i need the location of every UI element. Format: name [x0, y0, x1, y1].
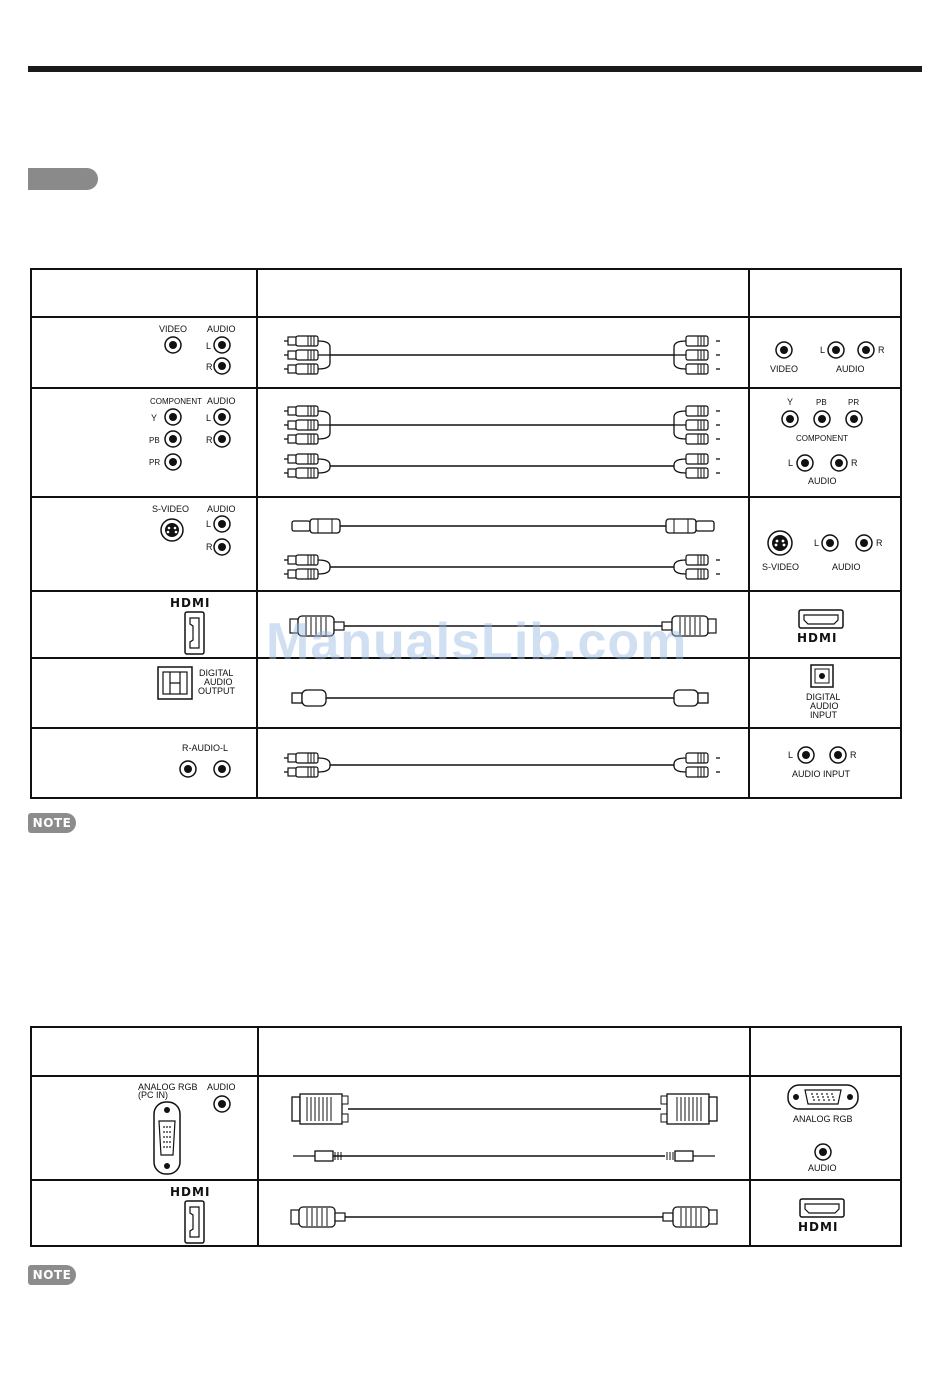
- svg-text:OUTPUT: OUTPUT: [198, 686, 235, 696]
- analog-audio-cable-cell: [257, 728, 749, 798]
- svg-text:PR: PR: [149, 458, 161, 467]
- svg-text:R-AUDIO-L: R-AUDIO-L: [182, 743, 229, 753]
- table-header-row: [31, 269, 901, 317]
- pr-jack-icon: [165, 454, 181, 470]
- svideo-cable-cell: [257, 497, 749, 591]
- svideo-jack-icon: [161, 519, 183, 541]
- svg-text:L: L: [814, 538, 820, 548]
- tv-component-terminal: [31, 388, 257, 497]
- svg-text:R: R: [878, 345, 885, 355]
- header-cell-cable: [257, 269, 749, 317]
- svg-text:(PC IN): (PC IN): [138, 1090, 168, 1100]
- svg-text:R: R: [851, 458, 858, 468]
- svg-text:L: L: [820, 345, 826, 355]
- audio-l-jack-icon: [214, 516, 230, 532]
- tv-pc-hdmi-terminal: [31, 1180, 258, 1246]
- device-pc-terminal: [750, 1076, 901, 1180]
- table-row-pc-hdmi: [31, 1180, 901, 1246]
- note-badge-2: NOTE: [28, 1265, 76, 1285]
- tv-hdmi-terminal: [31, 591, 257, 658]
- watermark: ManualsLib.com: [266, 613, 688, 671]
- audio-jack-label: AUDIO: [207, 324, 236, 334]
- composite-cable-cell: [257, 317, 749, 388]
- y-jack-icon: [165, 409, 181, 425]
- table-row-component: [31, 388, 901, 497]
- svg-text:AUDIO: AUDIO: [207, 504, 236, 514]
- optical-in-port-icon: [811, 665, 833, 687]
- svg-text:COMPONENT: COMPONENT: [796, 434, 848, 443]
- tv-optical-terminal: [31, 658, 257, 728]
- svg-text:R: R: [206, 362, 213, 372]
- note-badge-1: NOTE: [28, 813, 76, 833]
- audio-l-out-jack-icon: [214, 761, 230, 777]
- device-composite-terminal: [749, 317, 901, 388]
- device-vga-port-icon: [788, 1085, 858, 1109]
- rca-cable-3-icon: [258, 318, 748, 387]
- device-hdmi-port-icon: [800, 1199, 844, 1217]
- device-hdmi-terminal: [749, 591, 901, 658]
- device-video-jack-icon: [776, 342, 792, 358]
- rgb-cable-cell: [258, 1076, 750, 1180]
- hdmi-cable-cell: [257, 591, 749, 658]
- pc-hdmi-cable-cell: [258, 1180, 750, 1246]
- svg-text:PB: PB: [816, 398, 827, 407]
- svg-text:Y: Y: [787, 397, 794, 407]
- hdmi-port-icon: [185, 612, 204, 654]
- device-svideo-jack-icon: [768, 531, 792, 555]
- svg-text:ANALOG RGB: ANALOG RGB: [138, 1082, 198, 1092]
- audio-r-jack-icon: [214, 539, 230, 555]
- audio-r-jack-icon: [214, 431, 230, 447]
- svg-text:L: L: [206, 413, 212, 423]
- hdmi-port-icon: [185, 1201, 204, 1243]
- device-analog-audio-terminal: [749, 728, 901, 798]
- device-y-jack-icon: [782, 411, 798, 427]
- device-hdmi-logo: HDMI: [798, 1220, 839, 1234]
- device-hdmi-port-icon: [799, 610, 843, 628]
- device-pb-jack-icon: [814, 411, 830, 427]
- svideo-plug-icon: [292, 519, 714, 533]
- pb-jack-icon: [165, 431, 181, 447]
- device-audio-l-jack-icon: [822, 535, 838, 551]
- device-audio-r-jack-icon: [858, 342, 874, 358]
- device-component-terminal: [749, 388, 901, 497]
- svg-text:L: L: [206, 519, 212, 529]
- video-jack-label: VIDEO: [159, 324, 188, 334]
- svideo-cable-icon: [258, 498, 748, 590]
- svg-text:DIGITAL: DIGITAL: [199, 668, 234, 678]
- table-row-optical: [31, 658, 901, 728]
- tv-analog-audio-terminal: [31, 728, 257, 798]
- vga-plug-right: [661, 1094, 717, 1124]
- svg-text:AUDIO: AUDIO: [204, 677, 233, 687]
- svg-text:AUDIO: AUDIO: [207, 396, 236, 406]
- tv-composite-terminal: [31, 317, 257, 388]
- device-audio-l-jack-icon: [797, 455, 813, 471]
- tv-svideo-terminal: [31, 497, 257, 591]
- svg-text:R: R: [876, 538, 883, 548]
- video-jack-icon: [165, 337, 181, 353]
- hdmi-cable-icon: [258, 592, 748, 657]
- hdmi-cable-icon: [259, 1181, 749, 1245]
- hdmi-logo: HDMI: [170, 1185, 211, 1199]
- component-cable-cell: [257, 388, 749, 497]
- pc-connection-table: [30, 1026, 902, 1247]
- header-cell-tv-terminal: [31, 269, 257, 317]
- device-svideo-terminal: [749, 497, 901, 591]
- vga-port-icon: [154, 1102, 180, 1174]
- svg-text:Y: Y: [151, 413, 158, 423]
- vga-cable-icon: [259, 1077, 749, 1179]
- hdmi-logo: HDMI: [170, 596, 211, 610]
- device-pc-hdmi-terminal: [750, 1180, 901, 1246]
- component-cable-icon: [258, 389, 748, 496]
- vga-plug-left: [292, 1094, 348, 1124]
- header-cell-device-terminal: [750, 1027, 901, 1076]
- rca-cable-2-icon: [258, 729, 748, 797]
- svg-text:AUDIO INPUT: AUDIO INPUT: [792, 769, 851, 779]
- svg-text:S-VIDEO: S-VIDEO: [152, 504, 190, 514]
- device-hdmi-logo: HDMI: [797, 631, 838, 645]
- tv-pc-in-terminal: [31, 1076, 258, 1180]
- device-optical-terminal: [749, 658, 901, 728]
- svg-text:AUDIO: AUDIO: [207, 1082, 236, 1092]
- header-cell-cable: [258, 1027, 750, 1076]
- optical-cable-cell: [257, 658, 749, 728]
- svg-text:DIGITAL: DIGITAL: [806, 692, 841, 702]
- table-row-composite: [31, 317, 901, 388]
- svg-text:R: R: [850, 750, 857, 760]
- svg-text:COMPONENT: COMPONENT: [150, 397, 202, 406]
- table-row-hdmi: [31, 591, 901, 658]
- device-audio-r-in-jack-icon: [830, 747, 846, 763]
- device-pc-audio-jack-icon: [815, 1144, 831, 1160]
- audio-r-out-jack-icon: [180, 761, 196, 777]
- svg-text:ANALOG RGB: ANALOG RGB: [793, 1114, 853, 1124]
- svg-text:R: R: [206, 542, 213, 552]
- device-audio-r-jack-icon: [856, 535, 872, 551]
- svg-text:R: R: [206, 435, 213, 445]
- svg-text:INPUT: INPUT: [810, 710, 837, 720]
- table-row-analog-rgb: [31, 1076, 901, 1180]
- svg-text:AUDIO: AUDIO: [832, 562, 861, 572]
- svg-text:PB: PB: [149, 436, 160, 445]
- mini-jack-cable-icon: [293, 1151, 715, 1161]
- svg-text:AUDIO: AUDIO: [808, 1163, 837, 1173]
- header-cell-tv-terminal: [31, 1027, 258, 1076]
- optical-out-port-icon: [158, 667, 192, 699]
- device-pr-jack-icon: [846, 411, 862, 427]
- svg-text:L: L: [788, 458, 794, 468]
- optical-cable-icon: [258, 659, 748, 727]
- av-connection-table: [30, 268, 902, 799]
- audio-l-jack-icon: [214, 409, 230, 425]
- table-row-analog-audio: [31, 728, 901, 798]
- device-audio-l-jack-icon: [828, 342, 844, 358]
- device-audio-l-in-jack-icon: [798, 747, 814, 763]
- svg-text:S-VIDEO: S-VIDEO: [762, 562, 800, 572]
- top-rule: [28, 66, 922, 72]
- svg-text:L: L: [788, 750, 794, 760]
- section-tab: [28, 168, 98, 190]
- audio-l-jack-icon: [214, 337, 230, 353]
- table-row-svideo: [31, 497, 901, 591]
- pc-audio-jack-icon: [214, 1096, 230, 1112]
- svg-text:AUDIO: AUDIO: [808, 476, 837, 486]
- device-audio-r-jack-icon: [831, 455, 847, 471]
- svg-text:AUDIO: AUDIO: [810, 701, 839, 711]
- svg-text:L: L: [206, 341, 212, 351]
- svg-text:AUDIO: AUDIO: [836, 364, 865, 374]
- audio-r-jack-icon: [214, 358, 230, 374]
- svg-text:VIDEO: VIDEO: [770, 364, 799, 374]
- table-header-row: [31, 1027, 901, 1076]
- svg-text:PR: PR: [848, 398, 860, 407]
- header-cell-device-terminal: [749, 269, 901, 317]
